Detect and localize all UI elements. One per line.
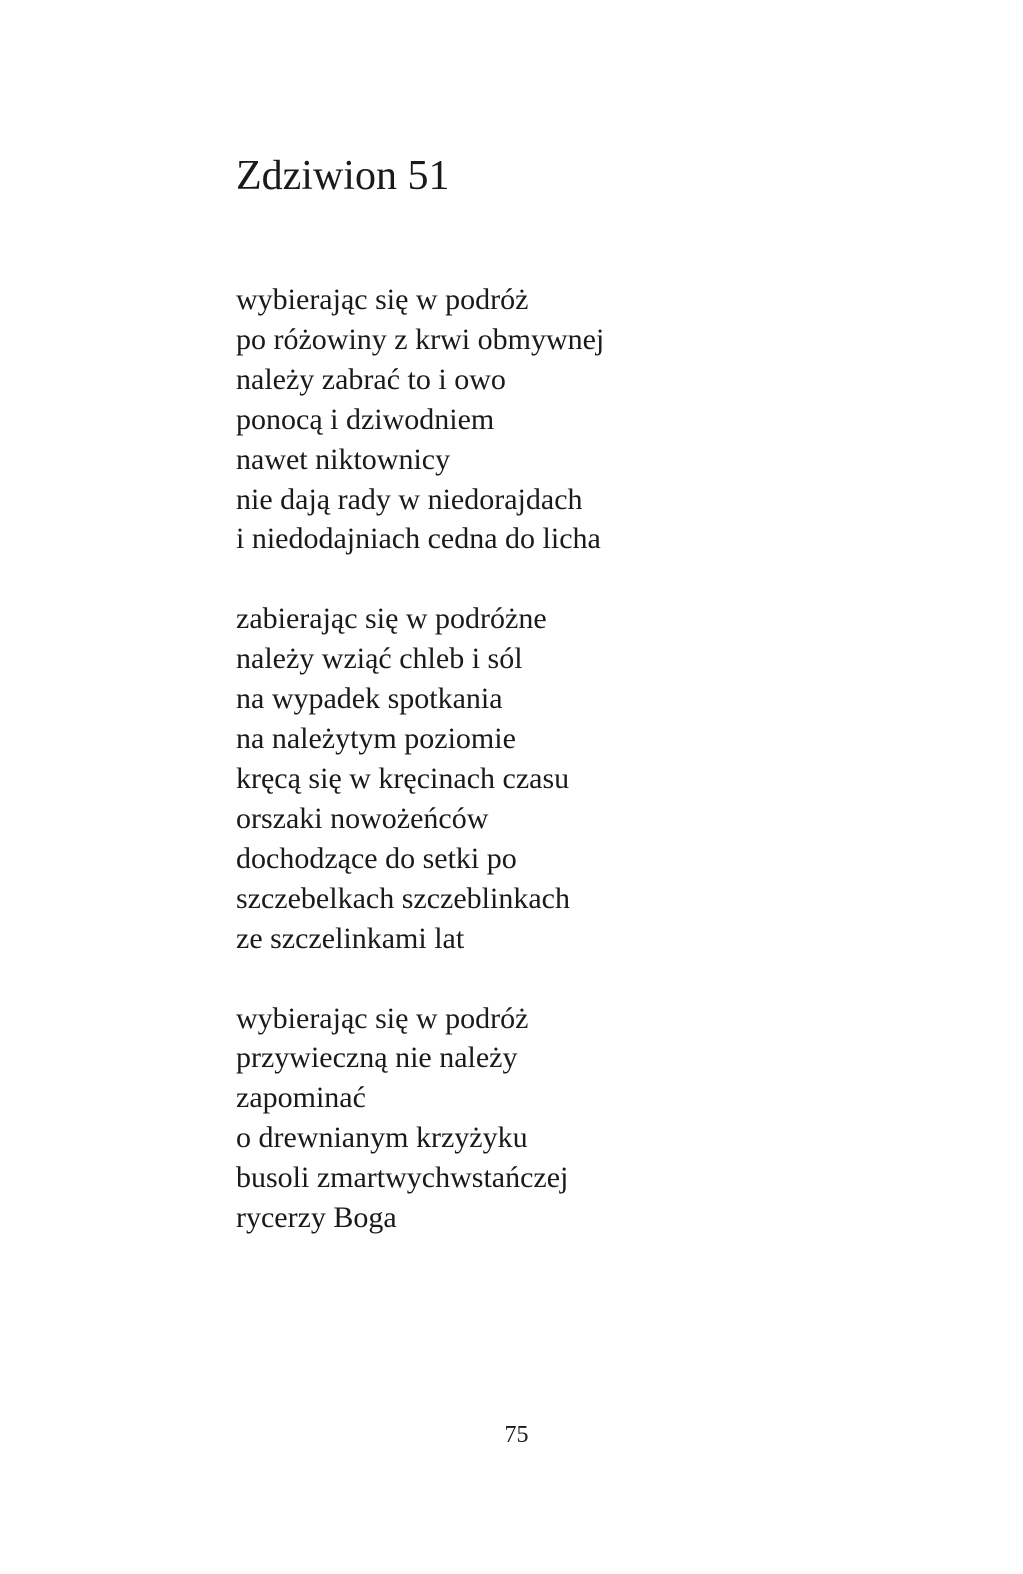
poem-line: przywieczną nie należy <box>236 1041 518 1075</box>
poem-line: ponocą i dziwodniem <box>236 402 495 436</box>
poem-title: Zdziwion 51 <box>236 153 450 199</box>
poem-line: dochodzące do setki po <box>236 841 517 875</box>
poem-line: nawet niktownicy <box>236 442 451 476</box>
poem-line: busoli zmartwychwstańczej <box>236 1161 569 1195</box>
poem-line: zabierając się w podróżne <box>236 602 547 636</box>
poem-line: wybierając się w podróż <box>236 1001 529 1035</box>
page-number: 75 <box>504 1422 529 1448</box>
stanza-1 <box>236 280 796 559</box>
poem-line: należy zabrać to i owo <box>236 362 506 396</box>
stanza-3 <box>236 999 796 1238</box>
poem-line: szczebelkach szczeblinkach <box>236 881 570 915</box>
poem-line: orszaki nowożeńców <box>236 801 489 835</box>
poem-line: i niedodajniach cedna do licha <box>236 522 601 556</box>
poem-line: ze szczelinkami lat <box>236 921 465 955</box>
poem-line: rycerzy Boga <box>236 1201 397 1235</box>
poem-line: kręcą się w kręcinach czasu <box>236 761 570 795</box>
poem-body <box>236 280 796 1278</box>
poem-line: zapominać <box>236 1081 366 1115</box>
poem-line: wybierając się w podróż <box>236 283 529 316</box>
poem-line: o drewnianym krzyżyku <box>236 1121 528 1155</box>
poem-line: należy wziąć chleb i sól <box>236 642 523 676</box>
poem-line: na należytym poziomie <box>236 722 516 756</box>
stanza-2 <box>236 599 796 958</box>
poem-line: po różowiny z krwi obmywnej <box>236 322 605 356</box>
poem-line: na wypadek spotkania <box>236 682 503 716</box>
poem-line: nie dają rady w niedorajdach <box>236 482 583 516</box>
